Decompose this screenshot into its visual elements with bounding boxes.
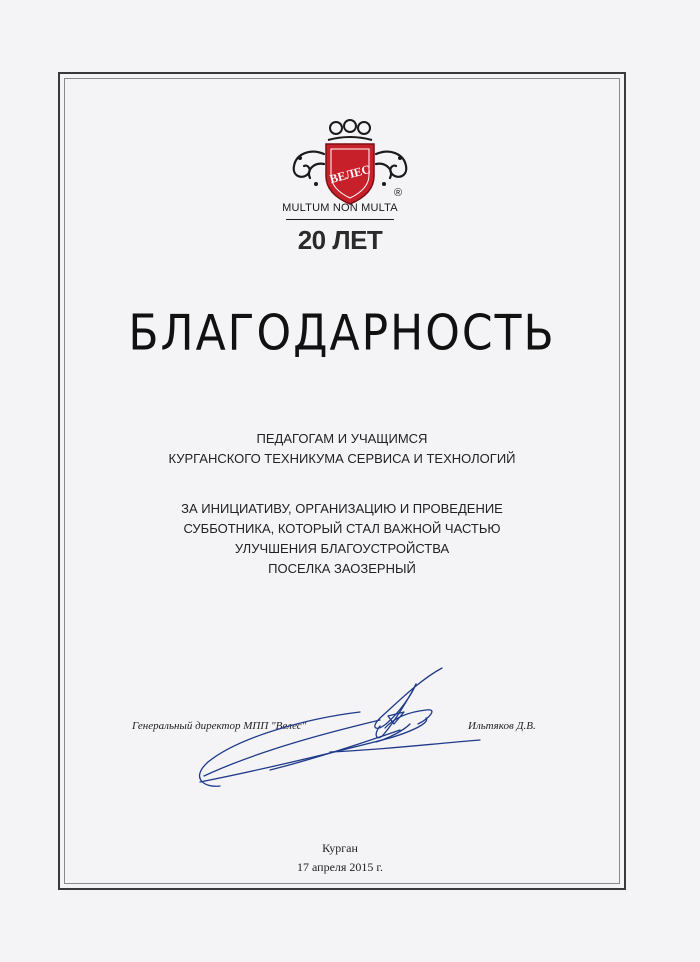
anniversary-label: 20 ЛЕТ xyxy=(297,225,383,255)
reason-line: УЛУЧШЕНИЯ БЛАГОУСТРОЙСТВА xyxy=(234,541,450,556)
recipient-line: КУРГАНСКОГО ТЕХНИКУМА СЕРВИСА И ТЕХНОЛОГИЙ xyxy=(168,451,516,466)
veles-logo-icon xyxy=(270,118,430,210)
document-title: БЛАГОДАРНОСТЬ xyxy=(128,304,556,363)
motto-divider xyxy=(286,219,394,220)
reason-line: ПОСЕЛКА ЗАОЗЕРНЫЙ xyxy=(268,561,416,576)
recipient-line: ПЕДАГОГАМ И УЧАЩИМСЯ xyxy=(256,431,428,446)
signer-position: Генеральный директор МПП "Велес" xyxy=(132,720,307,732)
reason-block xyxy=(58,499,626,579)
reason-line: ЗА ИНИЦИАТИВУ, ОРГАНИЗАЦИЮ И ПРОВЕДЕНИЕ xyxy=(181,501,503,516)
registered-mark: ® xyxy=(394,187,403,199)
logo-text: ВЕЛЕС xyxy=(328,161,372,187)
issue-date: 17 апреля 2015 г. xyxy=(297,860,383,874)
handwritten-signature-icon xyxy=(180,660,500,800)
signer-name: Ильтяков Д.В. xyxy=(468,720,536,732)
recipient-block xyxy=(58,429,626,469)
issue-city: Курган xyxy=(322,841,358,855)
brand-motto: MULTUM NON MULTA xyxy=(282,202,398,214)
reason-line: СУББОТНИКА, КОТОРЫЙ СТАЛ ВАЖНОЙ ЧАСТЬЮ xyxy=(183,521,501,536)
